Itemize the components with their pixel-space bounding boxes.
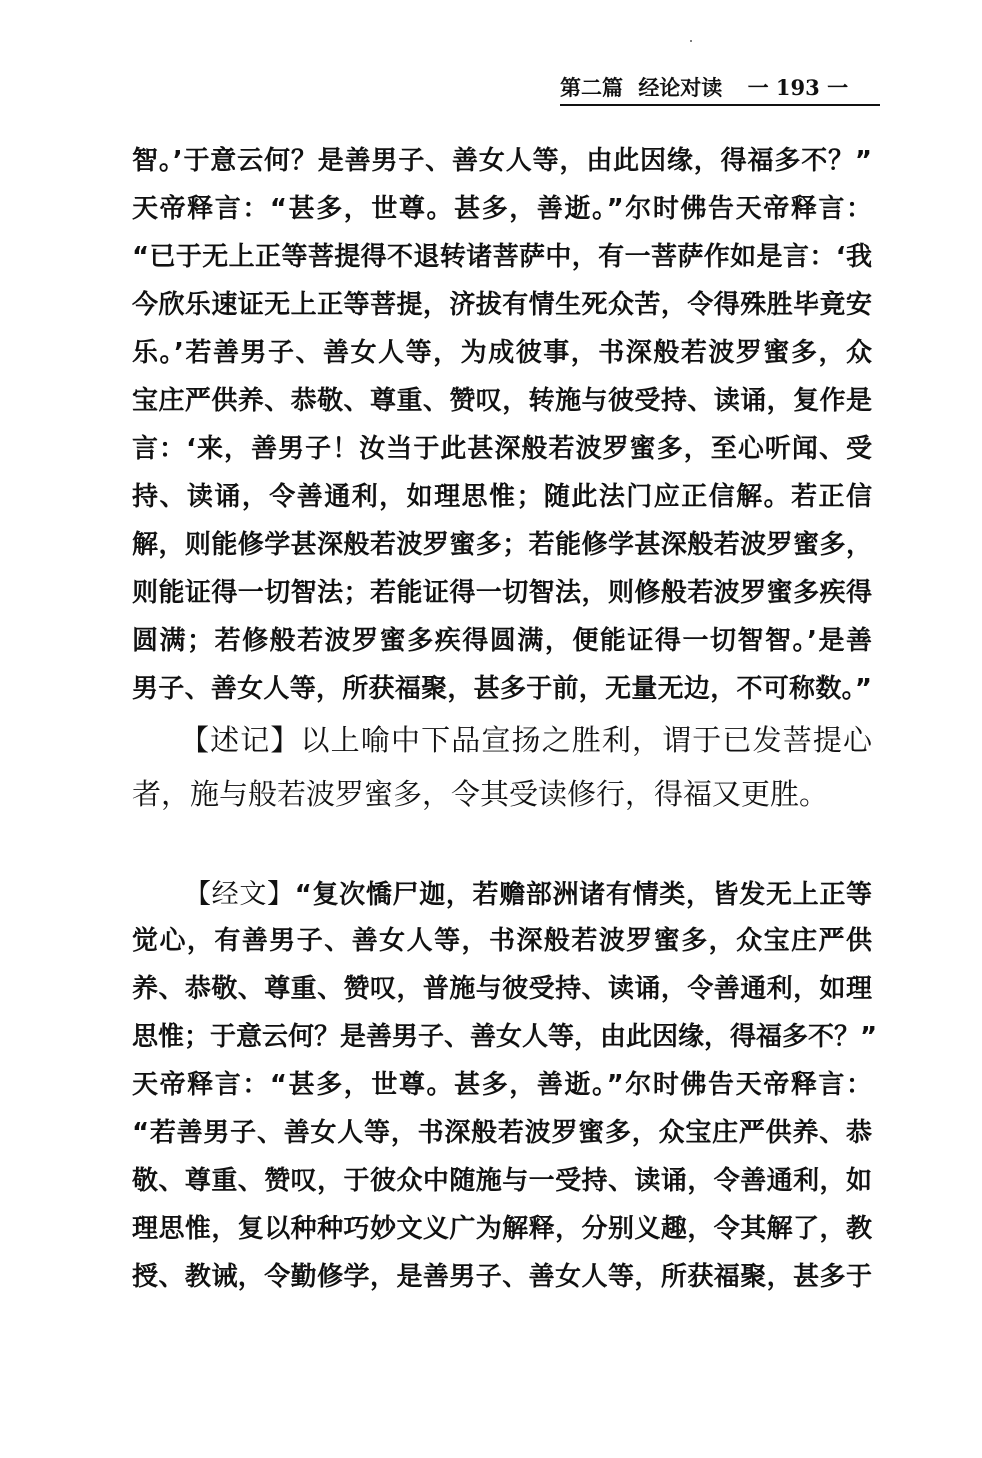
text-line: 宝庄严供养、恭敬、尊重、赞叹，转施与彼受持、读诵，复作是	[132, 386, 872, 416]
text-line: 养、恭敬、尊重、赞叹，普施与彼受持、读诵，令善通利，如理	[132, 974, 872, 1004]
sutra-tag: 【经文】	[184, 879, 295, 910]
text-line: 智。’于意云何？是善男子、善女人等，由此因缘，得福多不？”	[132, 146, 872, 176]
text-line: 授、教诫，令勤修学，是善男子、善女人等，所获福聚，甚多于	[132, 1262, 872, 1292]
sutra-first-text: “复次憍尸迦，若赡部洲诸有情类，皆发无上正等	[294, 880, 873, 910]
text-line: “若善男子、善女人等，书深般若波罗蜜多，众宝庄严供养、恭	[132, 1118, 872, 1148]
text-line: 敬、尊重、赞叹，于彼众中随施与一受持、读诵，令善通利，如	[132, 1166, 872, 1196]
text-line: 持、读诵，令善通利，如理思惟；随此法门应正信解。若正信	[132, 482, 872, 512]
commentary-tag: 【述记】	[180, 723, 301, 757]
text-line: 言：‘来，善男子！汝当于此甚深般若波罗蜜多，至心听闻、受	[132, 434, 872, 464]
running-header	[560, 72, 880, 106]
text-line: 天帝释言：“甚多，世尊。甚多，善逝。”尔时佛告天帝释言：	[132, 1070, 872, 1100]
text-line: 则能证得一切智法；若能证得一切智法，则修般若波罗蜜多疾得	[132, 578, 872, 608]
scan-speck	[690, 40, 692, 42]
text-line: 天帝释言：“甚多，世尊。甚多，善逝。”尔时佛告天帝释言：	[132, 194, 872, 224]
text-line: 男子、善女人等，所获福聚，甚多于前，无量无边，不可称数。”	[132, 674, 872, 704]
text-line: 圆满；若修般若波罗蜜多疾得圆满，便能证得一切智智。’是善	[132, 626, 872, 656]
header-chapter: 第二篇	[560, 75, 623, 100]
text-line: 今欣乐速证无上正等菩提，济拔有情生死众苦，令得殊胜毕竟安	[132, 290, 872, 320]
header-rule	[560, 104, 880, 106]
sutra-line-1	[184, 872, 872, 911]
header-page-number: 一 193 一	[747, 75, 849, 100]
commentary-line-2: 者，施与般若波罗蜜多，令其受读修行，得福又更胜。	[132, 777, 829, 811]
text-line: 解，则能修学甚深般若波罗蜜多；若能修学甚深般若波罗蜜多，	[132, 530, 872, 560]
header-section: 经论对读	[638, 75, 723, 100]
text-line: 觉心，有善男子、善女人等，书深般若波罗蜜多，众宝庄严供	[132, 926, 872, 956]
text-line: “已于无上正等菩提得不退转诸菩萨中，有一菩萨作如是言：‘我	[132, 242, 872, 272]
text-line: 理思惟，复以种种巧妙文义广为解释，分别义趣，令其解了，教	[132, 1214, 872, 1244]
text-line: 思惟；于意云何？是善男子、善女人等，由此因缘，得福多不？”	[132, 1022, 878, 1052]
commentary-line-1	[180, 718, 872, 759]
text-line: 乐。’若善男子、善女人等，为成彼事，书深般若波罗蜜多，众	[132, 338, 872, 368]
commentary-text: 以上喻中下品宣扬之胜利，谓于已发菩提心	[300, 723, 872, 757]
